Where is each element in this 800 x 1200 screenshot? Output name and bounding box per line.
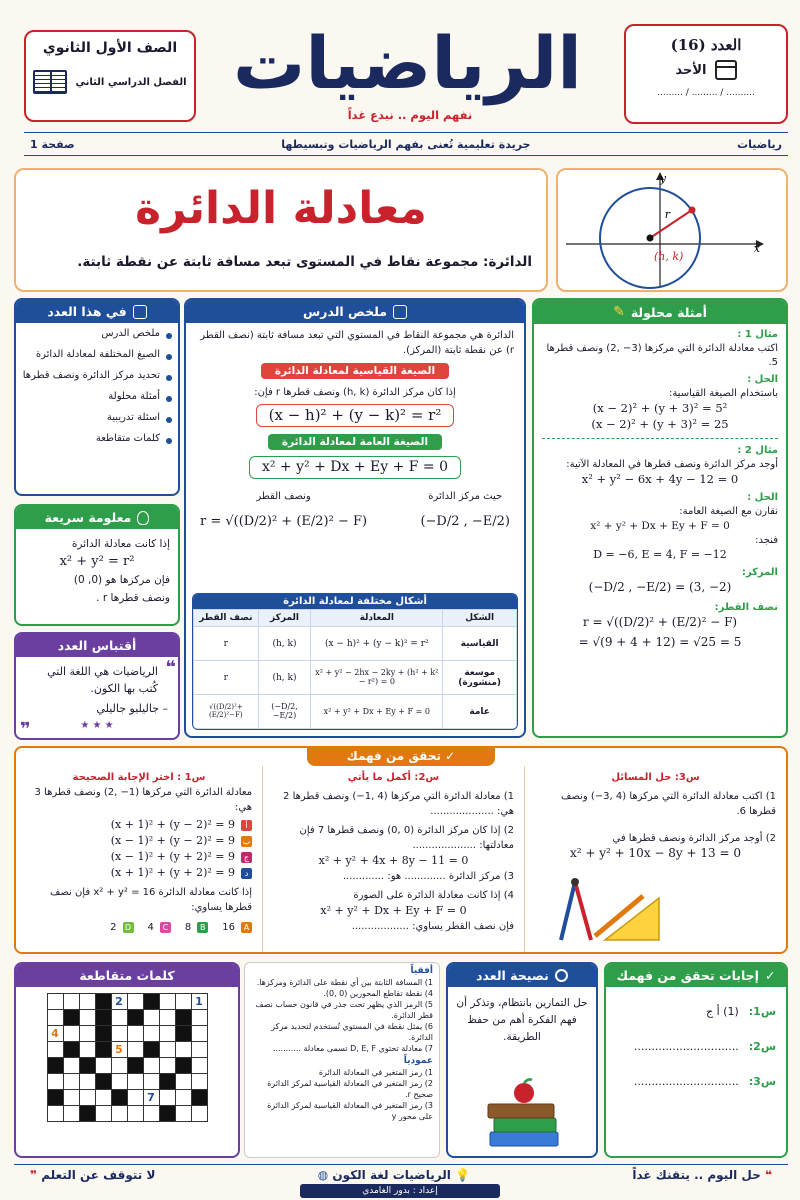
quote-close-icon: ❞ xyxy=(20,719,31,740)
radius-label: نصف القطر: xyxy=(714,602,778,613)
circle-graph xyxy=(558,170,786,290)
quick-info-eq: x² + y² = r² xyxy=(59,554,135,569)
quote-stars: ★ ★ ★ xyxy=(80,720,114,731)
table-cell: (h, k) xyxy=(272,672,297,683)
page-label: صفحة 1 xyxy=(30,137,75,151)
quote-mark-icon: ❝ xyxy=(760,1167,772,1182)
books-apple-icon xyxy=(484,1076,564,1152)
q1-title: س1 : اختر الإجابة الصحيحة xyxy=(72,772,206,783)
option-badge: ب xyxy=(242,836,251,846)
day-label: الأحد xyxy=(675,62,707,78)
grade-label: الصف الأول الثانوي xyxy=(42,40,178,56)
radius-caption: ونصف القطر xyxy=(256,491,311,502)
quick-info-line1: إذا كانت معادلة الدائرة xyxy=(71,538,170,550)
table-col: نصف القطر xyxy=(194,610,259,627)
answer-row xyxy=(616,1075,776,1088)
in-issue-item: أمثلة محلولة xyxy=(16,386,178,407)
tagline-bar xyxy=(24,132,788,156)
across-title: أفقياً xyxy=(410,966,433,976)
in-issue-item: الصيغ المختلفة لمعادلة الدائرة xyxy=(16,344,178,365)
q3-panel xyxy=(524,766,786,952)
clue-across: 4) نقطة تقاطع المحورين (0 ,0). xyxy=(323,989,433,998)
clue-across: 6) يمثل نقطة في المستوي تُستخدم لتحديد مركز الدائرة. xyxy=(271,1022,433,1042)
summary-box xyxy=(184,298,526,738)
q1b-option[interactable] xyxy=(185,920,208,935)
table-cell: (x − h)² + (y − k)² = r² xyxy=(324,638,429,649)
hero-definition: الدائرة: مجموعة نقاط في المستوى تبعد مسافة ثابتة عن نقطة ثابتة. xyxy=(77,254,532,270)
option-badge: A xyxy=(241,922,252,933)
grade-box xyxy=(24,30,196,122)
q2-title: س2: أكمل ما يأتي xyxy=(347,772,440,783)
list-icon xyxy=(133,305,147,319)
crossword-grid: 2 1 4 5 7 xyxy=(47,993,208,1122)
quote-mark-icon: ❞ xyxy=(30,1167,42,1182)
in-issue-item: اسئلة تدريبية xyxy=(16,407,178,428)
quick-info-box xyxy=(14,504,180,626)
advice-header: نصيحة العدد xyxy=(476,968,549,983)
ex1-eq2: (x − 2)² + (y + 3)² = 25 xyxy=(591,417,729,431)
compass-ruler-icon xyxy=(545,876,665,946)
q1-text: معادلة الدائرة التي مركزها (1− ,2) ونصف قطرها 3 هي: xyxy=(34,787,252,813)
answer-text: .............................. xyxy=(633,1040,739,1053)
table-cell: موسعة (منشورة) xyxy=(443,661,517,695)
standard-form-eq: (x − h)² + (y − k)² = r² xyxy=(256,404,455,427)
option-eq: (x − 1)² + (y + 2)² = 9 xyxy=(110,850,235,863)
q1b-option[interactable] xyxy=(222,920,252,935)
hero-panel xyxy=(14,168,548,292)
ex1-step: باستخدام الصيغة القياسية: xyxy=(668,388,778,399)
ex2-title: مثال 2 : xyxy=(737,445,778,456)
check-circle-icon: ✓ xyxy=(764,968,776,983)
q2-4: 4) إذا كانت معادلة الدائرة على الصورة xyxy=(353,890,514,901)
bulb-icon: 💡 xyxy=(455,1167,470,1182)
quick-info-line3: ونصف قطرها r . xyxy=(96,592,170,604)
ex1-eq1: (x − 2)² + (y + 3)² = 5² xyxy=(592,401,728,415)
table-cell: r xyxy=(223,638,228,649)
table-cell: القياسية xyxy=(443,627,517,661)
answer-row xyxy=(616,1005,776,1018)
table-col: المركز xyxy=(258,610,311,627)
circle-diagram xyxy=(556,168,788,292)
ex1-title: مثال 1 : xyxy=(737,329,778,340)
summary-intro: الدائرة هي مجموعة النقاط في المستوي التي تبعد مسافة ثابتة (نصف القطر r) عن نقطة ثابتة (المركز). xyxy=(200,330,514,356)
issue-box xyxy=(624,24,788,124)
clue-down: 1) رمز المتغير في المعادلة الدائرة xyxy=(318,1068,433,1077)
answer-label: س1: xyxy=(748,1005,776,1018)
option-value: 16 xyxy=(222,922,235,933)
advice-text: حل التمارين بانتظام، وتذكر أن فهم الفكرة أهم من حفظ الطريقة. xyxy=(456,997,588,1043)
calendar-icon xyxy=(715,60,737,80)
answer-label: س3: xyxy=(748,1075,776,1088)
clue-across: 5) الرمز الذي يظهر تحت جذر في قانون حساب نصف قطر الدائرة. xyxy=(255,1000,433,1020)
table-row xyxy=(194,627,517,661)
answer-text: (1) أ ج xyxy=(706,1005,739,1018)
q2-3-eq: x² + y² + 4x + 8y − 11 = 0 xyxy=(318,854,469,867)
option-badge: أ xyxy=(241,820,252,831)
ex1-question: اكتب معادلة الدائرة التي مركزها (3− ,2) ونصف قطرها 5. xyxy=(546,343,778,368)
down-title: عمودياً xyxy=(403,1056,433,1066)
notes-icon xyxy=(393,305,407,319)
table-cell: x² + y² + Dx + Ey + F = 0 xyxy=(323,706,430,716)
option-badge: C xyxy=(160,922,171,933)
ex2-radius2: = √(9 + 4 + 12) = √25 = 5 xyxy=(578,635,742,649)
radius-formula: r = √((D/2)² + (E/2)² − F) xyxy=(200,514,368,529)
ex1-sol-label: الحل : xyxy=(747,374,778,385)
globe-icon: ◍ xyxy=(317,1167,329,1182)
quick-info-line2: فإن مركزها هو (0, 0) xyxy=(73,574,170,586)
credit-strip xyxy=(300,1184,500,1198)
check-icon: ✓ xyxy=(440,749,456,763)
center-caption: حيث مركز الدائرة xyxy=(428,491,503,502)
target-icon xyxy=(555,969,568,982)
general-form-eq: x² + y² + Dx + Ey + F = 0 xyxy=(249,456,461,479)
table-cell: (−D/2, −E/2) xyxy=(271,702,298,720)
option-eq: (x + 1)² + (y + 2)² = 9 xyxy=(110,866,235,879)
table-col: الشكل xyxy=(443,610,517,627)
ex2-values: D = −6, E = 4, F = −12 xyxy=(593,548,727,561)
q1-option[interactable] xyxy=(26,849,252,865)
date-blank: ......... / ......... / .......... xyxy=(657,88,755,98)
bulb-icon xyxy=(137,511,149,525)
center-formula: (−D/2 , −E/2) xyxy=(420,514,510,529)
in-issue-list xyxy=(16,323,178,449)
clue-down: 2) رمز المتغير في المعادلة القياسية لمركز الدائرة صحيح r. xyxy=(267,1079,433,1099)
q1b-option[interactable] xyxy=(148,920,171,935)
table-row xyxy=(194,661,517,695)
q3-2: 2) أوجد مركز الدائرة ونصف قطرها في xyxy=(612,833,776,844)
q2-3: 3) مركز الدائرة ............. هو: ............. xyxy=(342,871,514,882)
q2-1: 1) معادلة الدائرة التي مركزها (4 ,1−) ونصف قطرها 2 هي: .................... xyxy=(283,791,514,817)
option-eq: (x − 1)² + (y − 2)² = 9 xyxy=(110,834,235,847)
crossword-clues xyxy=(244,962,440,1158)
answers-header: إجابات تحقق من فهمك xyxy=(616,968,759,983)
option-badge: د xyxy=(241,868,252,879)
forms-table-box xyxy=(192,593,518,730)
q1-option[interactable] xyxy=(26,865,252,881)
answer-label: س2: xyxy=(748,1040,776,1053)
pencil-icon: ✎ xyxy=(613,304,625,320)
q2-4b: فإن نصف القطر يساوي: .................. xyxy=(351,921,514,932)
general-form-label: الصيغة العامة لمعادلة الدائرة xyxy=(268,434,442,450)
option-value: 8 xyxy=(184,922,192,933)
table-cell: عامة xyxy=(443,695,517,729)
footer-center: الرياضيات لغة الكون xyxy=(332,1167,451,1182)
check-box xyxy=(14,746,788,954)
q1-panel xyxy=(16,766,262,952)
quote-box xyxy=(14,632,180,740)
clue-down: 3) رمز المتغير في المعادلة القياسية لمركز الدائرة على محور y xyxy=(267,1101,433,1121)
ex2-question: أوجد مركز الدائرة ونصف قطرها في المعادلة الآتية: xyxy=(566,459,778,470)
hero-title: معادلة الدائرة xyxy=(135,183,427,234)
in-issue-item: ملخص الدرس xyxy=(16,323,178,344)
ex2-compare: نقارن مع الصيغة العامة: xyxy=(679,506,778,517)
q2-panel xyxy=(262,766,524,952)
in-issue-header: في هذا العدد xyxy=(47,304,127,319)
examples-header: أمثلة محلولة xyxy=(630,304,707,320)
quote-header: أقتباس العدد xyxy=(16,634,178,657)
ex2-radius1: r = √((D/2)² + (E/2)² − F) xyxy=(582,615,738,629)
book-icon xyxy=(33,70,67,94)
in-issue-item: كلمات متقاطعة xyxy=(16,428,178,449)
q1-option[interactable] xyxy=(26,833,252,849)
forms-table xyxy=(193,609,517,729)
q3-2-eq: x² + y² + 10x − 8y + 13 = 0 xyxy=(570,846,741,860)
option-value: 4 xyxy=(147,922,154,933)
option-value: 2 xyxy=(110,922,117,933)
summary-header: ملخص الدرس xyxy=(303,304,387,319)
ex2-find: فنجد: xyxy=(755,535,778,546)
crossword-header: كلمات متقاطعة xyxy=(16,964,238,987)
table-cell: √((D/2)²+(E/2)²−F) xyxy=(208,703,243,719)
answer-row xyxy=(616,1040,776,1053)
option-badge: D xyxy=(123,922,134,933)
examples-box xyxy=(532,298,788,738)
table-cell: x² + y² − 2hx − 2ky + (h² + k² − r²) = 0 xyxy=(315,668,439,686)
footer-left: لا تتوقف عن التعلم xyxy=(41,1167,156,1182)
tagline: جريدة تعليمية تُعنى بفهم الرياضيات وتبسيطها xyxy=(281,137,531,151)
table-cell: (h, k) xyxy=(272,638,297,649)
table-cell: r xyxy=(223,672,228,683)
radius-label: r xyxy=(664,208,670,221)
q2-2: 2) إذا كان مركز الدائرة (0 ,0) ونصف قطرها 7 فإن معادلتها: .................... xyxy=(299,825,514,851)
forms-table-header: أشكال مختلفة لمعادلة الدائرة xyxy=(193,594,517,609)
footer-right: حل اليوم .. يتقنك غداً xyxy=(632,1167,761,1182)
axis-y-label: y xyxy=(659,172,666,185)
table-col: المعادلة xyxy=(311,610,443,627)
in-issue-box xyxy=(14,298,180,496)
answers-box xyxy=(604,962,788,1158)
q3-1: 1) اكتب معادلة الدائرة التي مركزها (4 ,3−) ونصف قطرها 6. xyxy=(561,791,776,817)
center-label: (h, k) xyxy=(654,250,684,263)
table-row xyxy=(194,695,517,729)
in-issue-item: تحديد مركز الدائرة ونصف قطرها xyxy=(16,365,178,386)
standard-form-text: إذا كان مركز الدائرة (h, k) ونصف قطرها r فإن: xyxy=(254,387,456,398)
ex2-sol-label: الحل : xyxy=(747,492,778,503)
option-eq: (x + 1)² + (y − 2)² = 9 xyxy=(110,818,235,831)
ex2-eq: x² + y² − 6x + 4y − 12 = 0 xyxy=(581,472,739,486)
quick-info-header: معلومة سريعة xyxy=(44,510,132,525)
answer-text: .............................. xyxy=(633,1075,739,1088)
axis-x-label: x xyxy=(753,242,760,255)
issue-number: العدد (16) xyxy=(670,36,742,54)
crossword-box xyxy=(14,962,240,1158)
q2-4-eq: x² + y² + Dx + Ey + F = 0 xyxy=(320,904,467,917)
term-label: الفصل الدراسي الثاني xyxy=(75,76,187,88)
clue-across: 7) معادلة تحتوي D, E, F تسمى معادلة ........... xyxy=(272,1044,433,1053)
center-label: المركز: xyxy=(741,567,778,578)
quote-author: – جاليليو جاليلي xyxy=(96,702,168,715)
option-badge: ج xyxy=(241,852,252,863)
check-header: تحقق من فهمك xyxy=(346,749,441,763)
credit-text: إعداد : بدور الغامدي xyxy=(362,1186,438,1196)
section-label: رياضيات xyxy=(737,137,782,151)
quote-open-icon: ❝ xyxy=(165,657,176,678)
clue-across: 1) المسافة الثابتة بين أي نقطة على الدائرة ومركزها. xyxy=(256,978,433,987)
quote-text: الرياضيات هي اللغة التي كُتب بها الكون. xyxy=(47,665,158,695)
footer-bar xyxy=(14,1164,788,1184)
q3-title: س3: حل المسائل xyxy=(611,772,700,783)
q1b-option[interactable] xyxy=(110,920,133,935)
option-badge: B xyxy=(197,922,208,933)
standard-form-label: الصيغة القياسية لمعادلة الدائرة xyxy=(261,363,449,379)
slogan: نفهم اليوم .. نبدع غداً xyxy=(347,108,473,122)
q1-b-text: إذا كانت معادلة الدائرة x² + y² = 16 فإن نصف قطرها يساوي: xyxy=(49,887,252,913)
advice-box xyxy=(446,962,598,1158)
masthead-title: الرياضيات xyxy=(233,21,582,105)
ex2-center: (−D/2 , −E/2) = (3, −2) xyxy=(588,580,732,594)
ex2-general: x² + y² + Dx + Ey + F = 0 xyxy=(590,520,730,532)
q1-option[interactable] xyxy=(26,817,252,833)
